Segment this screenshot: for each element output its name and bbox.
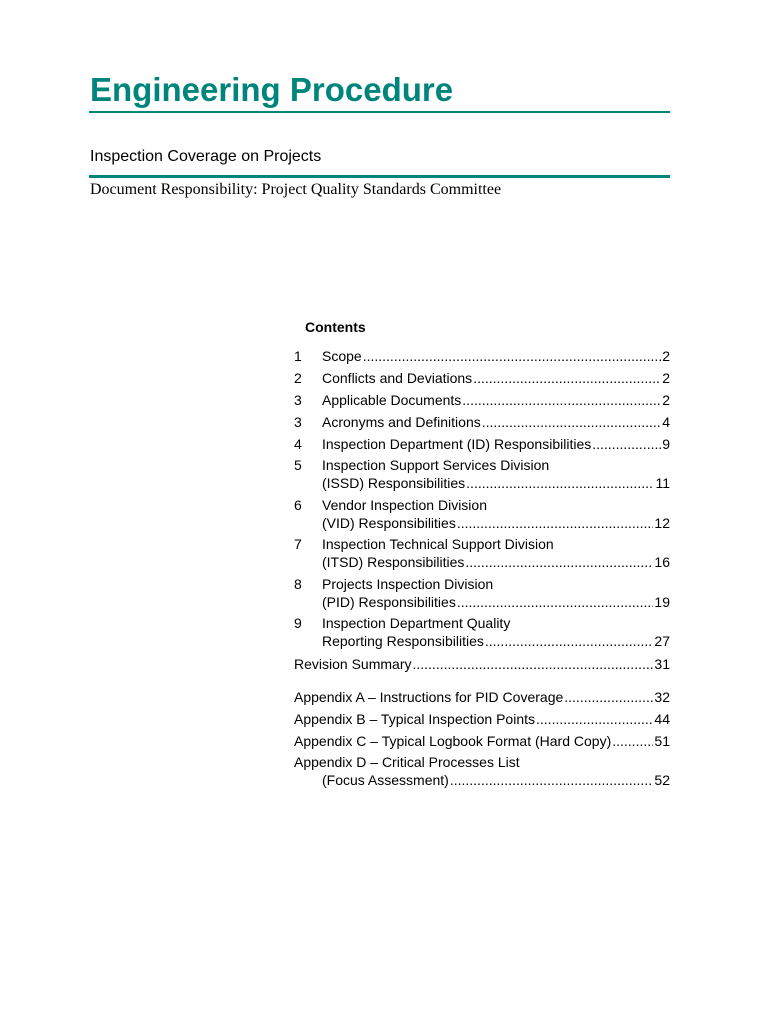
toc-entry-page: 12 <box>654 515 670 531</box>
toc-entry-label-continued: (ISSD) Responsibilities <box>322 475 466 491</box>
toc-dot-leader <box>485 632 654 650</box>
toc-dot-leader <box>465 553 653 571</box>
toc-entry-continuation[interactable] <box>322 474 670 492</box>
toc-entry[interactable] <box>294 413 670 431</box>
toc-dot-leader <box>482 413 661 431</box>
toc-entry-number: 6 <box>294 497 302 513</box>
toc-dot-leader <box>412 655 653 673</box>
toc-entry[interactable] <box>294 655 670 673</box>
toc-entry-label: Appendix A – Instructions for PID Coverage <box>294 689 564 705</box>
toc-entry[interactable] <box>294 535 670 553</box>
toc-entry-page: 16 <box>654 554 670 570</box>
toc-entry-page: 52 <box>654 772 670 788</box>
contents-heading: Contents <box>305 319 366 335</box>
toc-dot-leader <box>462 391 661 409</box>
toc-dot-leader <box>473 369 661 387</box>
toc-entry-label: Appendix B – Typical Inspection Points <box>294 711 536 727</box>
toc-entry[interactable] <box>294 614 670 632</box>
subtitle-rule <box>89 175 670 178</box>
document-title: Engineering Procedure <box>90 71 454 108</box>
toc-entry[interactable] <box>294 369 670 387</box>
toc-entry-label: Acronyms and Definitions <box>322 414 481 430</box>
toc-entry-label: Vendor Inspection Division <box>322 497 487 513</box>
toc-dot-leader <box>612 732 653 750</box>
toc-entry-page: 2 <box>662 370 670 386</box>
toc-entry-label-continued: (ITSD) Responsibilities <box>322 554 465 570</box>
toc-entry-label-continued: (Focus Assessment) <box>322 772 449 788</box>
toc-entry-page: 9 <box>662 436 670 452</box>
toc-entry-page: 4 <box>662 414 670 430</box>
toc-entry-page: 27 <box>654 633 670 649</box>
toc-entry-label: Inspection Support Services Division <box>322 457 550 473</box>
toc-entry-continuation[interactable] <box>322 632 670 650</box>
toc-entry[interactable] <box>294 391 670 409</box>
title-rule <box>89 111 670 113</box>
toc-entry-continuation[interactable] <box>322 553 670 571</box>
toc-entry-page: 11 <box>655 475 670 491</box>
toc-entry-label: Scope <box>322 348 362 364</box>
toc-dot-leader <box>592 435 661 453</box>
toc-entry[interactable] <box>294 347 670 365</box>
toc-entry[interactable] <box>294 496 670 514</box>
toc-entry-label: Appendix C – Typical Logbook Format (Hard Copy) <box>294 733 612 749</box>
toc-entry[interactable] <box>294 575 670 593</box>
toc-entry[interactable] <box>294 688 670 706</box>
toc-entry-continuation[interactable] <box>322 514 670 532</box>
toc-dot-leader <box>536 710 653 728</box>
toc-entry-page: 51 <box>654 733 670 749</box>
toc-entry-number: 7 <box>294 536 302 552</box>
toc-entry[interactable] <box>294 435 670 453</box>
toc-entry-number: 4 <box>294 436 302 452</box>
toc-entry-number: 5 <box>294 457 302 473</box>
toc-entry-number: 3 <box>294 392 302 408</box>
toc-dot-leader <box>450 771 654 789</box>
toc-entry[interactable] <box>294 710 670 728</box>
toc-dot-leader <box>457 514 654 532</box>
toc-entry-page: 44 <box>654 711 670 727</box>
toc-entry-label: Inspection Department (ID) Responsibilities <box>322 436 592 452</box>
toc-entry[interactable] <box>294 732 670 750</box>
toc-entry-page: 32 <box>654 689 670 705</box>
toc-entry-label-continued: Reporting Responsibilities <box>322 633 484 649</box>
toc-dot-leader <box>457 593 654 611</box>
toc-entry-number: 1 <box>294 348 302 364</box>
toc-entry-label: Inspection Department Quality <box>322 615 511 631</box>
toc-entry-label: Inspection Technical Support Division <box>322 536 554 552</box>
toc-entry-number: 2 <box>294 370 302 386</box>
toc-entry-label: Revision Summary <box>294 656 412 672</box>
toc-entry-continuation[interactable] <box>322 593 670 611</box>
toc-entry-number: 8 <box>294 576 302 592</box>
toc-entry-label: Conflicts and Deviations <box>322 370 473 386</box>
toc-entry-number: 9 <box>294 615 302 631</box>
toc-entry-label-continued: (PID) Responsibilities <box>322 594 456 610</box>
toc-entry[interactable] <box>294 753 670 771</box>
toc-entry-page: 31 <box>654 656 670 672</box>
toc-entry-page: 19 <box>654 594 670 610</box>
toc-entry-label: Projects Inspection Division <box>322 576 494 592</box>
toc-entry-label-continued: (VID) Responsibilities <box>322 515 456 531</box>
toc-entry-page: 2 <box>662 348 670 364</box>
document-responsibility: Document Responsibility: Project Quality Standards Committee <box>90 181 502 198</box>
toc-dot-leader <box>466 474 654 492</box>
toc-dot-leader <box>564 688 653 706</box>
toc-dot-leader <box>363 347 662 365</box>
toc-entry-number: 3 <box>294 414 302 430</box>
toc-entry-page: 2 <box>662 392 670 408</box>
toc-entry-label: Appendix D – Critical Processes List <box>294 754 520 770</box>
toc-entry-label: Applicable Documents <box>322 392 462 408</box>
toc-entry-continuation[interactable] <box>322 771 670 789</box>
document-subtitle: Inspection Coverage on Projects <box>90 148 322 165</box>
toc-entry[interactable] <box>294 456 670 474</box>
